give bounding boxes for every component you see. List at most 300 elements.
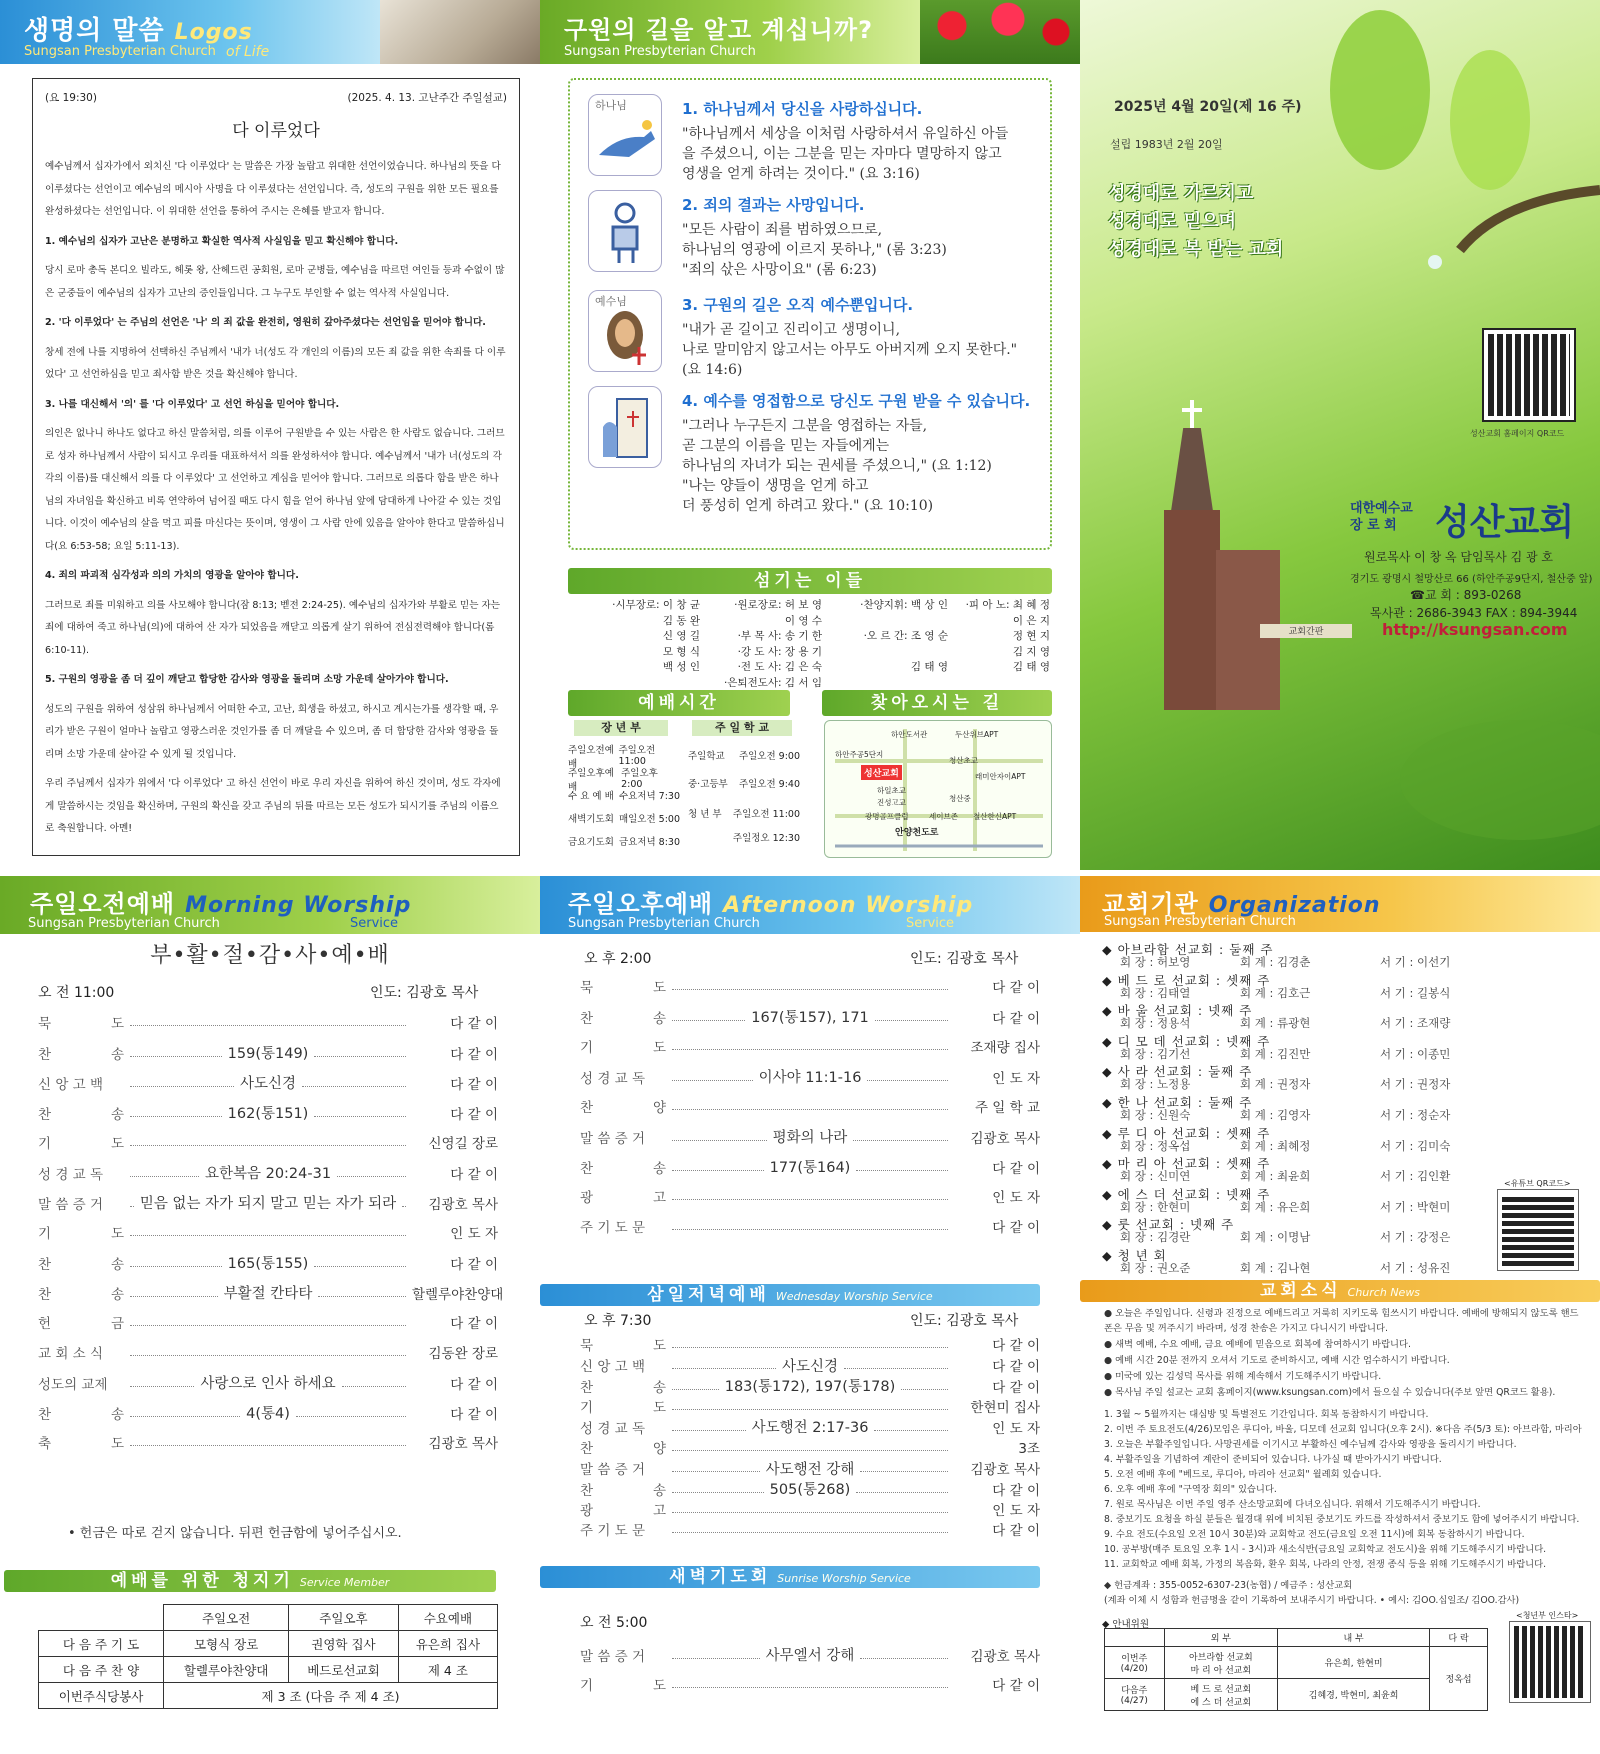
news-item: 6. 오후 예배 후에 "구역장 회의" 있습니다. <box>1104 1484 1277 1495</box>
org-president: 회 장 : 김경란 <box>1120 1230 1191 1245</box>
org-treasurer: 회 계 : 최윤희 <box>1240 1169 1311 1184</box>
youtube-qr-caption: <유튜브 QR코드> <box>1504 1179 1571 1188</box>
leader-dots <box>844 1361 948 1369</box>
leader-dots <box>672 1464 760 1472</box>
morning-title: 주일오전예배 <box>30 890 176 918</box>
order-row <box>580 1674 1040 1694</box>
leader-dots <box>130 1438 406 1446</box>
schedule-name: 새벽기도회 <box>568 814 614 825</box>
order-person: 김광호 목사 <box>970 1130 1040 1147</box>
order-label-a: 찬 <box>580 1482 594 1499</box>
map-label: 청산초교 <box>949 756 978 765</box>
sermon-text-1: 당시 로마 총독 본디오 빌라도, 헤롯 왕, 산헤드린 공회원, 로마 군병들, 예수님을 따르던 여인들 등과 수없이 많은 군중들이 예수님의 십자가 고난의 증인들입니다. 그 누구도 부인할 수 없는 역사적 사실입니다. <box>45 265 505 299</box>
order-content: 165(통155) <box>227 1256 309 1272</box>
map-label: 하안주공5단지 <box>835 750 884 759</box>
salvation-header <box>540 0 920 64</box>
org-group-name: ◆ 아브라함 선교회 : 둘째 주 <box>1102 942 1274 957</box>
table-row: 다 음 주 기 도 모형식 장로 권영학 집사 유은희 집사 <box>39 1631 498 1657</box>
org-treasurer: 회 계 : 김나현 <box>1240 1261 1311 1275</box>
org-group-name: ◆ 룻 선교회 : 넷째 주 <box>1102 1217 1235 1233</box>
order-label <box>580 1499 666 1519</box>
org-treasurer: 회 계 : 김진만 <box>1240 1046 1311 1061</box>
order-label <box>580 1355 666 1375</box>
order-label-a: 말 씀 증 거 <box>580 1648 646 1665</box>
map-label: 성산교회 <box>861 765 902 780</box>
afternoon-title: 주일오후예배 <box>568 890 714 918</box>
order-person: 김광호 목사 <box>428 1196 498 1213</box>
order-row <box>38 1372 498 1393</box>
salvation-item-body: "내가 곧 길이고 진리이고 생명이니, 나로 말미암지 않고서는 아무도 아버지께 오지 못한다." (요 14:6) <box>682 322 1018 378</box>
order-label-b: 양 <box>652 1100 666 1116</box>
map-label: 청산중 <box>949 794 971 803</box>
order-person: 인 도 자 <box>992 1070 1040 1087</box>
order-person: 다 같 이 <box>450 1076 498 1093</box>
morning-leader: 인도: 김광호 목사 <box>370 985 479 1001</box>
news-item: 4. 부활주일을 기념하여 계란이 준비되어 있습니다. 나가실 때 받아가시기 바랍니다. <box>1104 1454 1442 1465</box>
leader-dots <box>672 982 948 990</box>
schedule-time: 주일오전 11:00 <box>618 745 656 767</box>
sermon-point-5: 5. 구원의 영광을 좀 더 깊이 깨닫고 합당한 감사와 영광을 돌리며 소망 가운데 살아가야 합니다. <box>45 674 449 685</box>
news-bullet: ● 오늘은 주일입니다. 신령과 진정으로 예배드리고 거룩히 지키도록 힘쓰시기 바랍니다. 예배에 방해되지 않도록 핸드폰은 무음 및 꺼주시기 바라며, 성경 찬송은 가지고 다니시기 바랍니다. <box>1104 1308 1579 1334</box>
schedule-row <box>688 830 800 844</box>
order-label <box>580 1334 666 1354</box>
order-label <box>580 1127 666 1147</box>
news-item: 11. 교회학교 예배 회복, 가정의 복음화, 환우 회복, 나라의 안정, 전쟁 종식 등을 위해 기도해주시기 바랍니다. <box>1104 1559 1547 1570</box>
org-secretary: 서 기 : 이종민 <box>1380 1046 1451 1061</box>
order-row <box>580 1478 1040 1499</box>
schedule-time: 수요저녁 7:30 <box>618 791 680 802</box>
leader-dots <box>130 1049 222 1057</box>
order-row <box>580 1519 1040 1539</box>
schedule-name: 금요기도회 <box>568 837 614 848</box>
order-person: 다 같 이 <box>992 1160 1040 1177</box>
leader-dots <box>130 1409 240 1417</box>
jesus-face-icon: 예수님 <box>588 290 662 372</box>
leader-dots <box>130 1228 406 1236</box>
order-label <box>580 1036 666 1056</box>
leader-dots <box>856 1163 948 1171</box>
order-label <box>580 1376 666 1396</box>
order-row <box>580 1006 1040 1027</box>
logos-en: Logos <box>174 20 253 45</box>
sermon-text-2: 창세 전에 나를 지명하여 선택하신 주님께서 '내가 너(성도 각 개인의 이름)의 모든 죄 값을 위한 속죄를 다 이루었다' 고 선언하심을 믿고 죄사함 받은 것을 확신해야 합니다. <box>45 346 506 380</box>
org-treasurer: 회 계 : 김경춘 <box>1240 955 1311 969</box>
news-item: 2. 이번 주 토요전도(4/26)모임은 루디아, 바울, 디모데 선교회 입니다(오후 2시). ※다음 주(5/3 토): 아브라함, 마리아 <box>1104 1424 1582 1435</box>
order-label <box>38 1253 124 1273</box>
order-person: 다 같 이 <box>992 1523 1040 1540</box>
order-content: 505(통268) <box>769 1482 851 1499</box>
motto: 성경대로 가르치고 성경대로 믿으며 성경대로 복 받는 교회 <box>1108 183 1284 260</box>
org-treasurer: 회 계 : 김영자 <box>1240 1108 1311 1122</box>
map-label: 안양천도로 <box>895 828 939 838</box>
order-label-a: 신 앙 고 백 <box>38 1076 104 1093</box>
order-label-a: 기 <box>38 1136 52 1152</box>
org-president: 회 장 : 김태열 <box>1120 985 1191 1000</box>
schedule-name: 주일오후예배 <box>568 768 614 793</box>
salvation-item-body: "하나님께서 세상을 이처럼 사랑하셔서 유일하신 아들 을 주셨으니, 이는 그분을 믿는 자마다 멸망하지 않고 영생을 얻게 하려는 것이다." (요 3:16) <box>682 126 1009 182</box>
order-row <box>580 1437 1040 1457</box>
salvation-box <box>568 78 1052 550</box>
instagram-qr-caption: <청년부 인스타> <box>1516 1611 1579 1620</box>
homepage-qr-code[interactable] <box>1484 330 1574 420</box>
news-item: 7. 원로 목사님은 이번 주일 영주 산소망교회에 다녀오십니다. 위해서 기도해주시기 바랍니다. <box>1104 1499 1481 1510</box>
leader-dots <box>672 1133 767 1141</box>
order-content: 부활절 칸타타 <box>223 1286 313 1302</box>
leader-dots <box>672 1013 745 1021</box>
order-person: 다 같 이 <box>992 1379 1041 1396</box>
order-person: 한현미 집사 <box>970 1399 1040 1416</box>
logos-header <box>0 0 380 64</box>
leader-dots <box>130 1079 234 1087</box>
order-content: 사도신경 <box>239 1076 297 1092</box>
news-item: 1. 3월 ~ 5월까지는 대심방 및 특별전도 기간입니다. 회복 동참하시기 바랍니다. <box>1104 1409 1429 1420</box>
news-item: 5. 오전 예배 후에 "베드로, 루디아, 마리아 선교회" 월례회 있습니다. <box>1104 1469 1382 1480</box>
tulip-photo <box>920 0 1080 64</box>
order-person: 다 같 이 <box>992 1220 1040 1236</box>
order-person: 다 같 이 <box>450 1376 498 1393</box>
youtube-qr-code[interactable] <box>1498 1190 1578 1270</box>
order-label-b: 도 <box>110 1226 124 1242</box>
org-group-name: ◆ 루 디 아 선교회 : 셋째 주 <box>1102 1125 1271 1141</box>
order-label-a: 광 <box>580 1502 594 1519</box>
order-content: 167(통157), 171 <box>751 1010 869 1026</box>
leader-dots <box>672 1485 764 1493</box>
sermon-date: (2025. 4. 13. 고난주간 주일설교) <box>347 92 507 104</box>
church-website-link[interactable]: http://ksungsan.com <box>1382 620 1568 639</box>
church-name: 성산교회 <box>1435 502 1575 543</box>
church-building <box>1120 400 1280 710</box>
salvation-item-title: 3. 구원의 길은 오직 예수뿐입니다. <box>682 296 914 314</box>
salvation-item-title: 2. 죄의 결과는 사망입니다. <box>682 196 865 214</box>
leader-dots <box>314 1049 406 1057</box>
order-person: 다 같 이 <box>450 1166 499 1183</box>
order-person: 김동완 장로 <box>428 1346 498 1362</box>
order-label-b: 도 <box>652 1040 666 1056</box>
order-label <box>38 1103 124 1123</box>
org-header <box>1080 876 1600 932</box>
afternoon-time: 오 후 2:00 <box>584 951 652 967</box>
order-label-b: 도 <box>110 1136 124 1152</box>
salvation-panel <box>540 0 1080 870</box>
org-treasurer: 회 계 : 권정자 <box>1240 1077 1311 1092</box>
order-label <box>580 1479 666 1499</box>
order-label-b: 송 <box>652 1482 666 1499</box>
news-bullet: ● 목사님 주일 설교는 교회 홈페이지(www.ksungsan.com)에서 들으실 수 있습니다(주보 앞면 QR코드 활용). <box>1104 1387 1556 1398</box>
order-label-b: 송 <box>652 1010 666 1027</box>
leader-dots <box>130 1379 194 1387</box>
schedule-name: 수 요 예 배 <box>568 791 614 802</box>
order-label-a: 찬 <box>580 1010 594 1027</box>
order-label-a: 신 앙 고 백 <box>580 1359 646 1376</box>
leader-dots <box>856 1485 948 1493</box>
org-president: 회 장 : 권오준 <box>1120 1261 1191 1275</box>
leader-dots <box>337 1169 406 1177</box>
church-address: 경기도 광명시 철망산로 66 (하안주공9단지, 철산중 앞) <box>1350 574 1593 585</box>
order-label <box>580 1396 666 1416</box>
order-label <box>580 1007 666 1027</box>
order-label-a: 찬 <box>580 1160 594 1177</box>
org-secretary: 서 기 : 성유진 <box>1380 1261 1451 1275</box>
table-row: 이번주 (4/20) 아브라함 선교회 마 리 아 선교회 유은희, 한현미 정옥섭 <box>1105 1647 1488 1679</box>
leader-dots <box>672 1361 776 1369</box>
salvation-item-title: 1. 하나님께서 당신을 사랑하십니다. <box>682 100 923 118</box>
map-label: 래미안자이APT <box>975 772 1026 781</box>
order-label-a: 성 경 교 독 <box>580 1420 646 1437</box>
leader-dots <box>130 1109 222 1117</box>
org-secretary: 서 기 : 정순자 <box>1380 1108 1451 1122</box>
order-label-a: 기 <box>38 1226 52 1242</box>
order-row <box>580 1216 1040 1236</box>
wednesday-leader: 인도: 김광호 목사 <box>910 1313 1019 1329</box>
order-row <box>38 1312 498 1332</box>
order-content: 사도신경 <box>781 1358 839 1375</box>
map-label: 광명골프클럽 <box>865 812 909 821</box>
org-group-name: ◆ 베 드 로 선교회 : 셋째 주 <box>1102 972 1271 988</box>
order-label-a: 성도의 교제 <box>38 1376 108 1393</box>
leader-dots <box>342 1379 406 1387</box>
order-person: 다 같 이 <box>992 980 1040 996</box>
org-treasurer: 회 계 : 최혜정 <box>1240 1138 1311 1153</box>
sermon-box <box>32 78 520 856</box>
news-bar: 교회소식 Church News <box>1080 1280 1600 1302</box>
morning-subtitle: 부•활•절•감•사•예•배 <box>150 943 390 968</box>
order-person: 주 일 학 교 <box>974 1100 1040 1116</box>
sermon-title: 다 이루었다 <box>232 120 320 141</box>
order-label-a: 묵 <box>580 1338 594 1354</box>
leader-dots <box>672 1680 948 1688</box>
sermon-point-1: 1. 예수님의 십자가 고난은 분명하고 확실한 역사적 사실임을 믿고 확신해야 합니다. <box>45 235 399 247</box>
dawn-bar: 새벽기도회 Sunrise Worship Service <box>540 1566 1040 1588</box>
order-label <box>38 1432 124 1452</box>
leader-dots <box>867 1073 948 1081</box>
order-label-b: 양 <box>652 1441 666 1457</box>
order-label <box>38 1193 124 1213</box>
news-item: 10. 공부방(매주 토요일 오후 1시 - 3시)과 새소식반(금요일 교회학교 전도시)을 위해 기도해주시기 바랍니다. <box>1104 1544 1547 1555</box>
order-row <box>580 1186 1040 1206</box>
order-row <box>580 1066 1040 1087</box>
dawn-time: 오 전 5:00 <box>580 1615 648 1631</box>
kneeling-person-icon <box>588 190 662 272</box>
hand-icon: 하나님 <box>588 94 662 176</box>
leader-dots <box>130 1348 406 1356</box>
org-secretary: 서 기 : 김미숙 <box>1380 1138 1451 1153</box>
table-row: 다음주 (4/27) 베 드 로 선교회 에 스 더 선교회 김혜경, 박현미, 최윤희 <box>1105 1679 1488 1711</box>
order-label-a: 찬 <box>38 1406 52 1423</box>
cover-panel <box>1080 0 1600 870</box>
order-row <box>580 1156 1040 1177</box>
leader-dots <box>672 1443 948 1451</box>
schedule-row <box>568 834 680 848</box>
order-person: 김광호 목사 <box>970 1648 1040 1665</box>
order-label <box>580 1519 666 1539</box>
order-label-b: 도 <box>110 1436 124 1452</box>
order-label-b: 송 <box>652 1160 666 1177</box>
order-label <box>38 1012 124 1032</box>
order-person: 인 도 자 <box>992 1502 1040 1519</box>
wednesday-bar: 삼일저녁예배 Wednesday Worship Service <box>540 1284 1040 1306</box>
org-president: 회 장 : 정옥섭 <box>1120 1138 1191 1153</box>
leader-dots <box>314 1259 406 1267</box>
schedule-row <box>568 788 680 802</box>
salvation-church-en: Sungsan Presbyterian Church <box>564 44 756 59</box>
duty-bar: 예배를 위한 청지기 Service Member <box>4 1570 496 1592</box>
order-row <box>38 1282 504 1303</box>
pastors: 원로목사 이 창 옥 담임목사 김 광 호 <box>1364 550 1553 564</box>
order-label-b: 도 <box>652 1399 666 1416</box>
org-panel <box>1080 876 1600 1754</box>
table-row: 주일오전 주일오후 수요예배 <box>39 1605 498 1631</box>
schedule-time: 매일오전 5:00 <box>618 814 680 825</box>
church-denomination: 대한예수교 장 로 회 <box>1350 501 1413 533</box>
order-label <box>38 1342 124 1362</box>
leader-dots <box>672 1340 948 1348</box>
order-row <box>580 1096 1040 1116</box>
order-content: 사도행전 2:17-36 <box>751 1420 869 1437</box>
order-person: 인 도 자 <box>992 1190 1040 1206</box>
bank-account-note: (계좌 이체 시 성함과 헌금명을 같이 기록하여 보내주시기 바랍니다. • 예시: 김OO.십일조/ 김OO.감사) <box>1104 1595 1520 1606</box>
order-row <box>38 1402 498 1423</box>
schedule-table: 장 년 부 주 일 학 교 주일오전예배 주일오전 11:00 주일오후예배 주일오후 2:00 수 요 예 배 수요저녁 7:30 새벽기도회 매일오전 5:00 금요기도회 금요저녁 8:30 주일학교 주일오전 9:00 중·고등부 주일오전 9:40 청 년 부 주일오전 11:00 주일정오 12:30 <box>568 721 800 848</box>
order-row <box>580 1396 1040 1416</box>
org-en: Organization <box>1208 893 1381 918</box>
leader-dots <box>402 1199 406 1207</box>
order-label-a: 찬 <box>580 1441 594 1457</box>
leader-dots <box>860 1464 948 1472</box>
servers-list: ·시무장로: 이 창 균 김 동 완 신 영 길 모 형 식 백 성 인 ·원로장로: 허 보 영 이 영 수 ·부 목 사: 송 기 한 ·강 도 사: 장 용 기 ·전 도 사: 김 은 숙 ·은퇴전도사: 김 서 임 ·찬양지휘: 백 상 인 ·오 르 간: 조 영 순 김 태 영 ·피 아 노: 최 혜 정 이 은 지 정 현 지 김 지 영 김 태 영 <box>612 599 1050 689</box>
order-label <box>580 1186 666 1206</box>
leader-dots <box>901 1382 948 1390</box>
table-row: 다 음 주 찬 양 할렐루야찬양대 베드로선교회 제 4 조 <box>39 1657 498 1683</box>
order-row <box>38 1342 498 1362</box>
order-person: 다 같 이 <box>992 1338 1040 1354</box>
order-content: 177(통164) <box>769 1160 851 1176</box>
schedule-name: 주일오전예배 <box>568 745 614 770</box>
order-content: 믿음 없는 자가 되지 말고 믿는 자가 되라 <box>139 1196 397 1212</box>
order-person: 다 같 이 <box>992 1010 1041 1027</box>
order-person: 다 같 이 <box>450 1016 498 1032</box>
salvation-item-title: 4. 예수를 영접함으로 당신도 구원 받을 수 있습니다. <box>682 392 1031 410</box>
wednesday-time: 오 후 7:30 <box>584 1313 652 1329</box>
leader-dots <box>874 1423 948 1431</box>
leader-dots <box>672 1382 719 1390</box>
order-label-a: 기 <box>580 1040 594 1056</box>
leader-dots <box>130 1018 406 1026</box>
leader-dots <box>672 1192 948 1200</box>
order-label-a: 주 기 도 문 <box>580 1220 646 1236</box>
order-label-a: 찬 <box>38 1106 52 1123</box>
order-label-b: 고 <box>652 1502 666 1519</box>
leader-dots <box>130 1259 222 1267</box>
order-row <box>580 1644 1040 1665</box>
order-label-b: 고 <box>652 1190 666 1206</box>
order-label <box>38 1222 124 1242</box>
org-president: 회 장 : 신원숙 <box>1120 1108 1191 1122</box>
logos-panel <box>0 0 540 870</box>
news-item: 8. 중보기도 요청을 하실 분들은 월경대 위에 비치된 중보기도 카드를 작성하셔서 중보기도 함에 넣어주시기 바랍니다. <box>1104 1514 1580 1525</box>
org-secretary: 서 기 : 이선기 <box>1380 955 1451 969</box>
directions-bar: 찾아오시는 길 <box>822 690 1052 716</box>
afternoon-panel <box>540 876 1080 1754</box>
order-content: 183(통172), 197(통178) <box>724 1379 896 1396</box>
duty-table <box>38 1604 498 1709</box>
org-secretary: 서 기 : 조재량 <box>1380 1016 1451 1031</box>
order-content: 평화의 나라 <box>772 1130 848 1146</box>
order-label-a: 찬 <box>38 1046 52 1063</box>
order-person: 인 도 자 <box>992 1420 1041 1437</box>
order-row <box>580 1036 1040 1056</box>
order-label-a: 축 <box>38 1436 52 1452</box>
qr-caption: 성산교회 홈페이지 QR코드 <box>1470 429 1565 438</box>
order-content: 사랑으로 인사 하세요 <box>200 1376 336 1392</box>
church-phone: ☎교 회 : 893-0268 <box>1410 588 1522 602</box>
order-content: 162(통151) <box>227 1106 309 1122</box>
guide-table <box>1104 1628 1488 1711</box>
directions-map <box>824 720 1052 858</box>
order-person: 할렐루야찬양대 <box>412 1286 504 1303</box>
guide-label: ◆ 안내위원 <box>1102 1619 1150 1630</box>
org-president: 회 장 : 정용석 <box>1120 1016 1191 1031</box>
salvation-item-body: "그러나 누구든지 그분을 영접하는 자들, 곧 그분의 이름을 믿는 자들에게는 하나님의 자녀가 되는 권세를 주셨으니," (요 1:12) "나는 양들이 생명을 얻게 하고 더 풍성히 얻게 하려고 왔다." (요 10:10) <box>682 418 992 514</box>
map-label: 진성고교 <box>877 798 906 807</box>
bulletin-date: 2025년 4월 20일(제 16 주) <box>1114 99 1302 115</box>
map-roads <box>825 721 1053 859</box>
order-row <box>580 976 1040 996</box>
order-person: 다 같 이 <box>450 1316 498 1332</box>
morning-panel <box>0 876 540 1754</box>
org-secretary: 서 기 : 강정은 <box>1380 1230 1451 1245</box>
afternoon-service: Service <box>906 916 955 931</box>
order-label <box>38 1373 124 1393</box>
leader-dots <box>672 1222 948 1230</box>
org-group-name: ◆ 한 나 선교회 : 둘째 주 <box>1102 1095 1253 1110</box>
order-content: 사무엘서 강해 <box>765 1648 855 1664</box>
order-label-b: 도 <box>652 1678 666 1694</box>
sermon-text-6: 우리 주님께서 십자가 위에서 '다 이루었다' 고 하신 선언이 바로 우리 자신을 위하여 하신 것이며, 성도 각자에게 말씀하시는 것임을 확신하며, 구원의 확신을 갖고 주님의 뒤를 따르는 모든 성도가 되시기를 주님의 이름으로 축원합니다. 아멘! <box>45 778 501 834</box>
order-label-a: 주 기 도 문 <box>580 1523 646 1540</box>
schedule-row <box>568 811 680 825</box>
schedule-time: 주일오전 9:00 <box>738 751 800 762</box>
order-row <box>580 1499 1040 1519</box>
bible-photo <box>380 0 540 64</box>
afternoon-church-en: Sungsan Presbyterian Church <box>568 916 760 931</box>
order-row <box>580 1458 1040 1479</box>
founded-date: 설립 1983년 2월 20일 <box>1110 138 1223 151</box>
map-label: 두산위브APT <box>955 730 999 739</box>
order-content: 이사야 11:1-16 <box>758 1070 862 1086</box>
order-content: 159(통149) <box>227 1046 309 1062</box>
morning-header <box>0 876 540 934</box>
morning-en: Morning Worship <box>185 893 412 918</box>
order-row <box>580 1126 1040 1147</box>
order-person: 다 같 이 <box>992 1482 1040 1499</box>
order-label <box>38 1403 124 1423</box>
order-person: 다 같 이 <box>450 1256 498 1273</box>
instagram-qr-code[interactable] <box>1510 1622 1590 1702</box>
org-group-name: ◆ 사 라 선교회 : 둘째 주 <box>1102 1064 1253 1080</box>
sermon-text-4: 그러므로 죄를 미워하고 의를 사모해야 합니다(잠 8:13; 벧전 2:24-25). 예수님의 십자가와 부활로 믿는 자는 죄에 대하여 죽고 하나님(의)에 대하여 산 자가 되었음을 깨닫고 의롭게 살기 위하여 전심전력해야 합니다(롬 6:10-11). <box>45 599 501 656</box>
map-label: 철산한신APT <box>973 812 1017 821</box>
order-row <box>38 1072 498 1093</box>
leader-dots <box>672 1651 760 1659</box>
order-label <box>38 1312 124 1332</box>
schedule-name: 주일학교 <box>688 751 725 762</box>
order-person: 김광호 목사 <box>970 1462 1040 1479</box>
org-treasurer: 회 계 : 이명남 <box>1240 1230 1311 1245</box>
schedule-row <box>688 776 800 790</box>
servers-bar: 섬기는 이들 <box>568 568 1052 594</box>
org-church-en: Sungsan Presbyterian Church <box>1104 914 1296 929</box>
order-row <box>38 1222 498 1242</box>
